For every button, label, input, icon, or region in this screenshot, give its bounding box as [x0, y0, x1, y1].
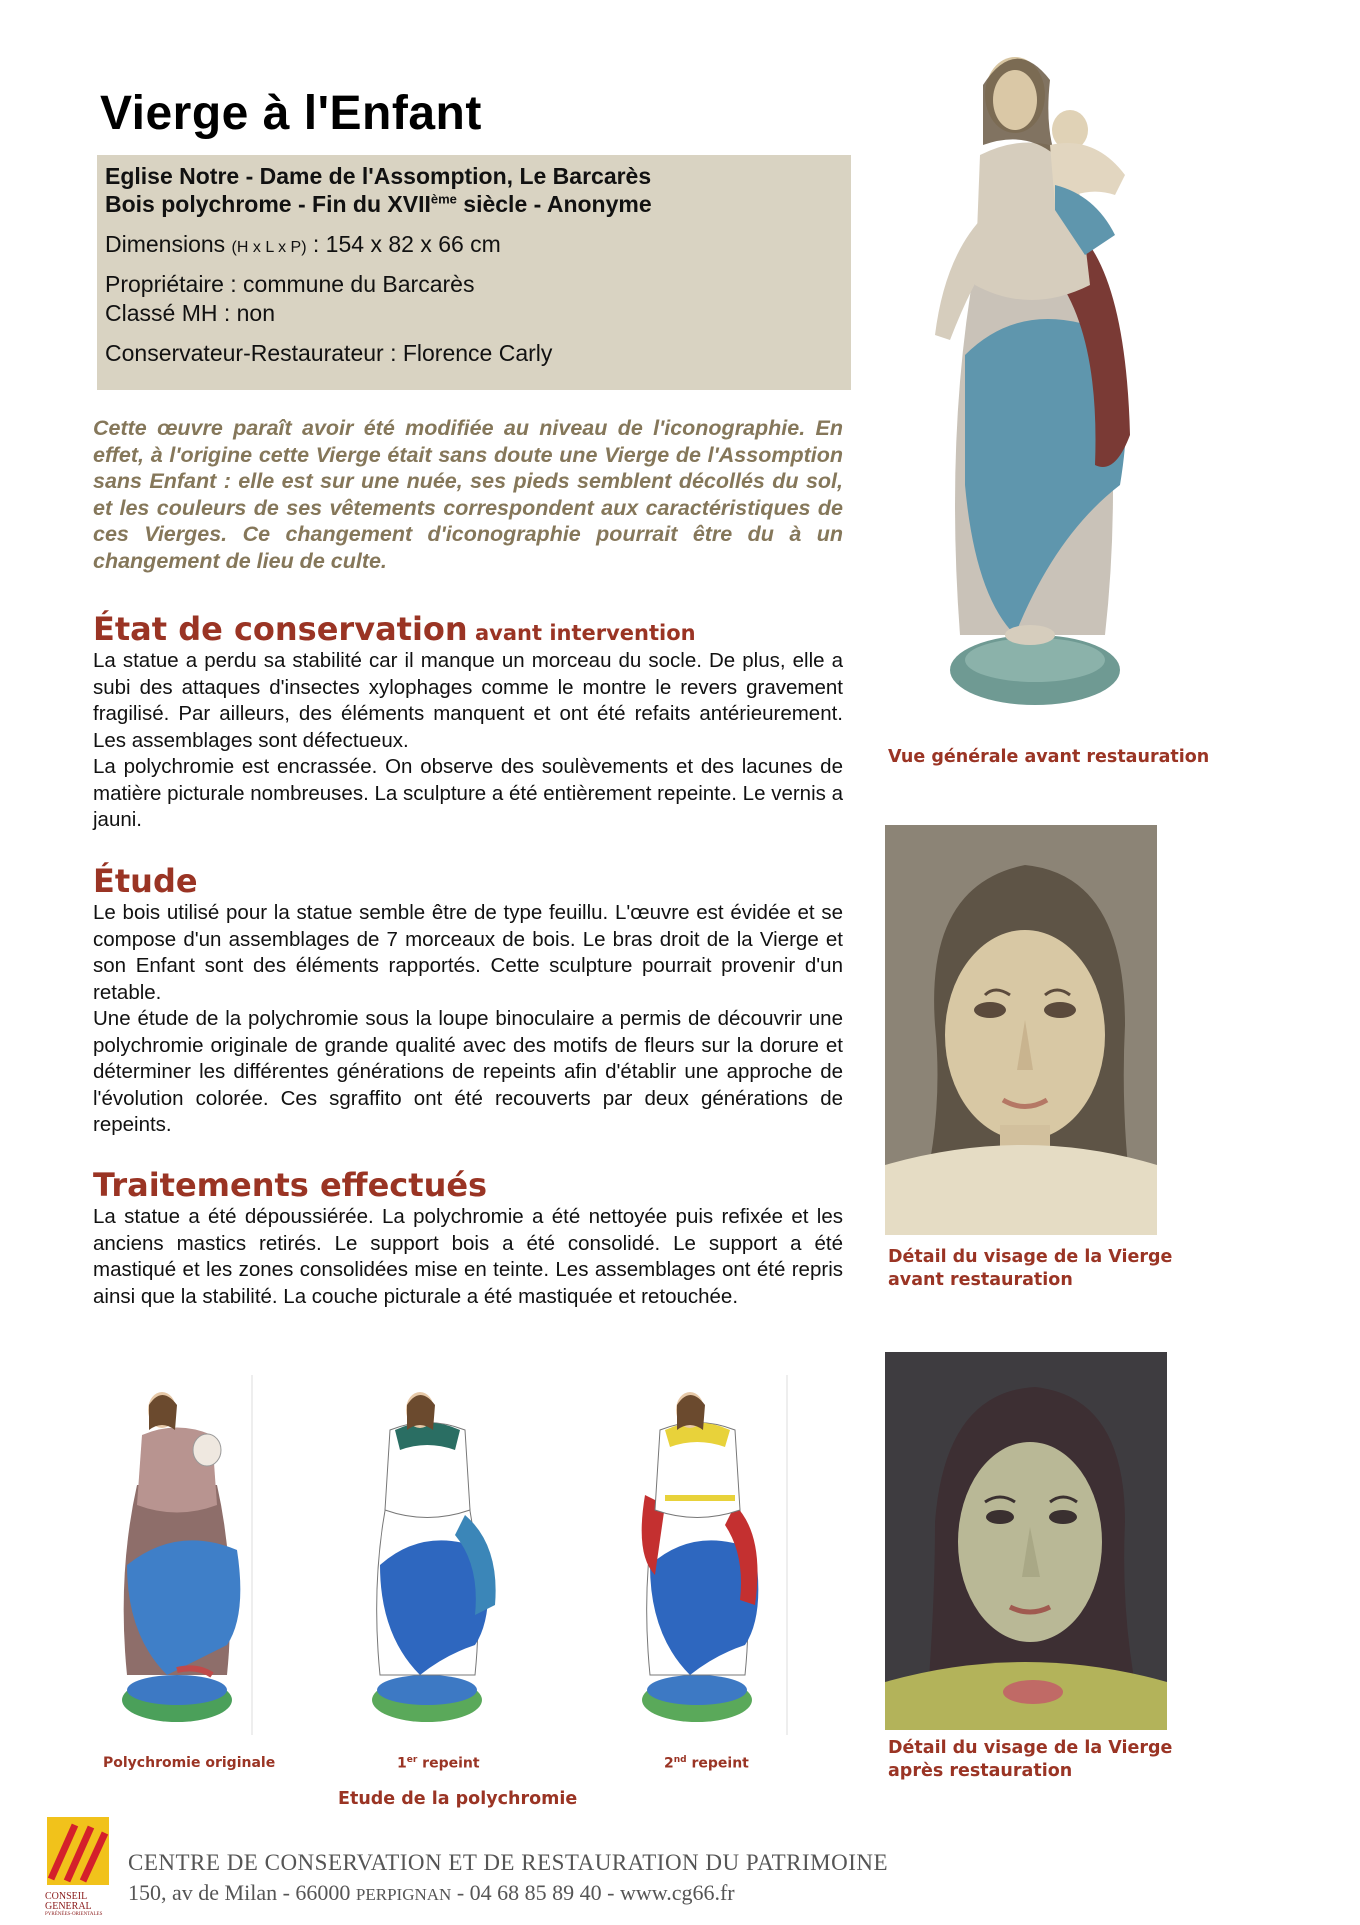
info-material: Bois polychrome - Fin du XVIIème siècle - Anonyme — [105, 191, 652, 217]
etude-paragraph-2: Une étude de la polychromie sous la loupe binoculaire a permis de découvrir une polychromie originale de grande qualité avec des motifs de fleurs sur la dorure et déterminer les différentes générations de repeints afin d'établir une approche de l'évolution colorée. Ces sgraffito ont été recouverts par deux générations de repeints. — [93, 1007, 843, 1136]
intro-paragraph: Cette œuvre paraît avoir été modifiée au niveau de l'iconographie. En effet, à l'origine cette Vierge était sans doute une Vierge de l'Assomption sans Enfant : elle est sur une nuée, ses pieds semblent décollés du sol, et les couleurs de ses vêtements correspondent aux caractéristiques de ces Vierges. Ce changement d'iconographie pourrait être du à un changement de lieu de culte. — [93, 416, 843, 573]
section-traitements-title: Traitements effectués — [93, 1166, 488, 1204]
face-photo-after — [885, 1352, 1167, 1730]
drawing-repeint-2 — [605, 1375, 790, 1735]
section-traitements-text — [93, 1204, 843, 1310]
section-etat-title: État de conservation avant intervention — [93, 610, 696, 648]
drawing-polychromie-originale — [97, 1375, 257, 1735]
caption-detail-apres: Détail du visage de la Vierge après restauration — [888, 1738, 1173, 1781]
info-classe: Classé MH : non — [105, 300, 276, 326]
info-church: Eglise Notre - Dame de l'Assomption, Le Barcarès — [105, 163, 652, 189]
etat-paragraph-2: La polychromie est encrassée. On observe des soulèvements et des lacunes de matière picturale nombreuses. La sculpture a été entièrement repeinte. Le vernis a jauni. — [93, 755, 843, 831]
section-etat-text — [93, 648, 843, 834]
caption-detail-avant: Détail du visage de la Vierge avant restauration — [888, 1247, 1173, 1290]
caption-etude-polychromie: Etude de la polychromie — [338, 1789, 578, 1809]
logo-text: CONSEIL GENERAL PYRÉNÉES-ORIENTALES — [45, 1891, 103, 1917]
info-dimensions: Dimensions (H x L x P) : 154 x 82 x 66 cm — [105, 231, 501, 257]
face-photo-before — [885, 825, 1157, 1235]
caption-polychromie-originale: Polychromie originale — [103, 1755, 276, 1771]
info-box — [97, 155, 851, 390]
etat-paragraph-1: La statue a perdu sa stabilité car il manque un morceau du socle. De plus, elle a subi des attaques d'insectes xylophages comme le montre le revers gravement fragilisé. Par ailleurs, des éléments manquent et ont été refaits antérieurement. Les assemblages sont défectueux. — [93, 649, 843, 752]
traitements-paragraph-1: La statue a été dépoussiérée. La polychromie a été nettoyée puis refixée et les anciens mastics retirés. Le support bois a été consolidé. Le support a été mastiqué et les zones consolidées mise en teinte. Les assemblages ont été repris ainsi que la stabilité. La couche picturale a été mastiquée et retouchée. — [93, 1205, 843, 1308]
info-owner: Propriétaire : commune du Barcarès — [105, 271, 475, 297]
caption-repeint-1: 1er repeint — [397, 1755, 480, 1772]
section-etude-title: Étude — [93, 862, 198, 900]
caption-repeint-2: 2nd repeint — [664, 1755, 749, 1772]
info-conservateur: Conservateur-Restaurateur : Florence Carly — [105, 340, 553, 366]
section-etude-text — [93, 900, 843, 1139]
caption-vue-generale: Vue générale avant restauration — [888, 747, 1210, 767]
footer-organization: CENTRE DE CONSERVATION ET DE RESTAURATION DU PATRIMOINE — [128, 1850, 889, 1875]
etude-paragraph-1: Le bois utilisé pour la statue semble être de type feuillu. L'œuvre est évidée et se compose d'un assemblages de 7 morceaux de bois. Le bras droit de la Vierge et son Enfant sont des éléments rapportés. Cette sculpture pourrait provenir d'un retable. — [93, 901, 843, 1004]
statue-photo-before — [905, 35, 1175, 735]
page-title: Vierge à l'Enfant — [100, 87, 482, 140]
footer-address: 150, av de Milan - 66000 PERPIGNAN - 04 68 85 89 40 - www.cg66.fr — [128, 1880, 735, 1905]
drawing-repeint-1 — [335, 1375, 520, 1735]
conseil-general-logo — [45, 1815, 115, 1915]
